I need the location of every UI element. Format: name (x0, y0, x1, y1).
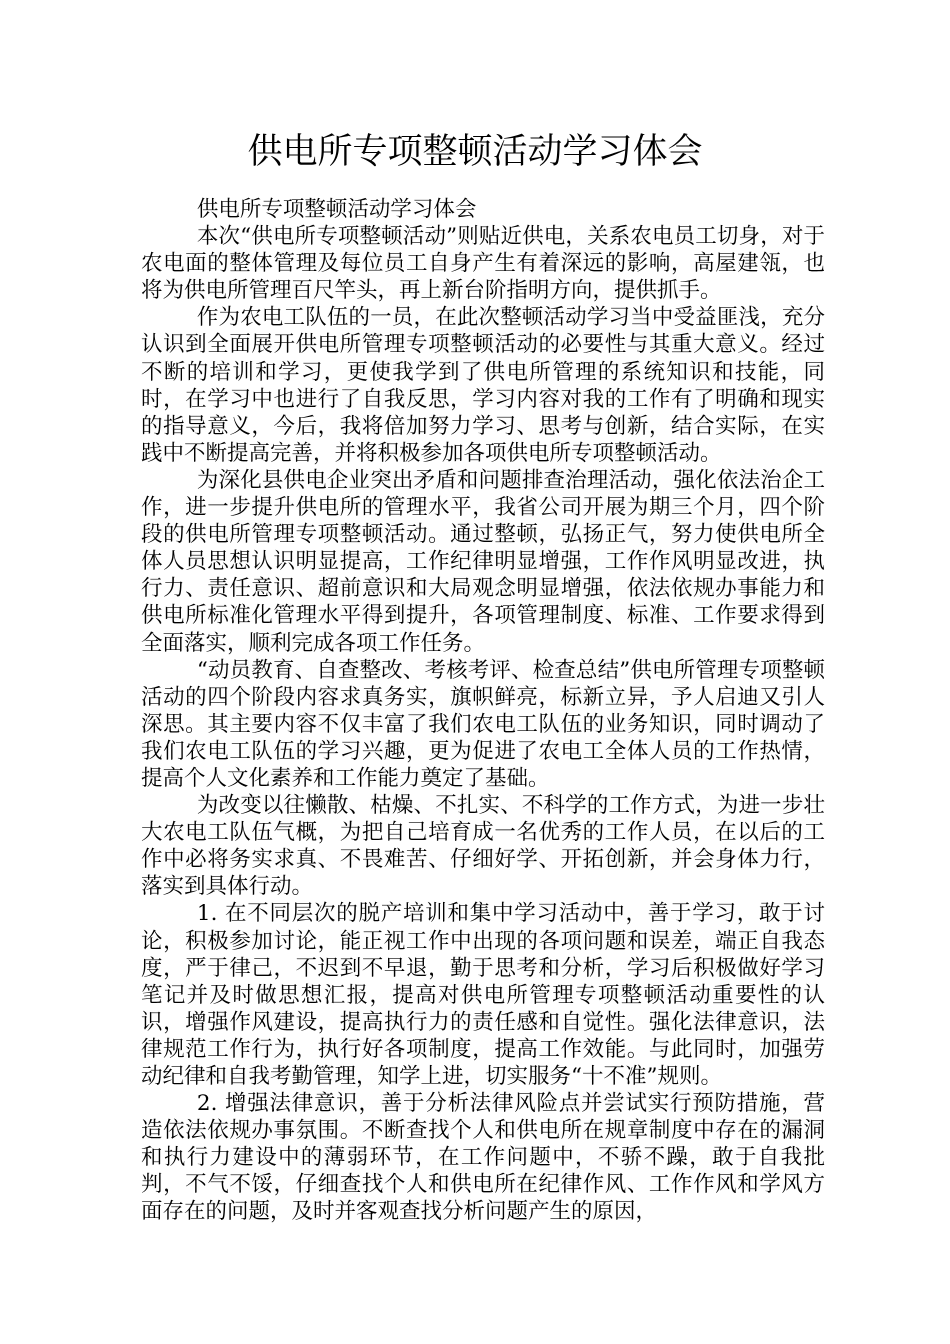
document-body (141, 196, 825, 1226)
document-title: 供电所专项整顿活动学习体会 (247, 132, 703, 172)
paragraph-four-stages: “动员教育、自查整改、考核考评、检查总结”供电所管理专项整顿活动的四个阶段内容求真务实，旗帜鲜亮，标新立异，予人启迪又引人深思。其主要内容不仅丰富了我们农电工队伍的业务知识，同时调动了我们农电工队伍的学习兴趣，更为促进了农电工全体人员的工作热情，提高个人文化素养和工作能力奠定了基础。 (141, 657, 825, 791)
paragraph-item-1: 1. 在不同层次的脱产培训和集中学习活动中，善于学习，敢于讨论，积极参加讨论，能正视工作中出现的各项问题和误差，端正自我态度，严于律己，不迟到不早退，勤于思考和分析，学习后积极做好学习笔记并及时做思想汇报，提高对供电所管理专项整顿活动重要性的认识，增强作风建设，提高执行力的责任感和自觉性。强化法律意识，法律规范工作行为，执行好各项制度，提高工作效能。与此同时，加强劳动纪律和自我考勤管理，知学上进，切实服务“十不准”规则。 (141, 901, 825, 1089)
paragraph-learning: 作为农电工队伍的一员，在此次整顿活动学习当中受益匪浅，充分认识到全面展开供电所管理专项整顿活动的必要性与其重大意义。经过不断的培训和学习，更使我学到了供电所管理的系统知识和技能，同时，在学习中也进行了自我反思，学习内容对我的工作有了明确和现实的指导意义，今后，我将倍加努力学习、思考与创新，结合实际，在实践中不断提高完善，并将积极参加各项供电所专项整顿活动。 (141, 305, 825, 466)
paragraph-change: 为改变以往懒散、枯燥、不扎实、不科学的工作方式，为进一步壮大农电工队伍气概，为把自己培育成一名优秀的工作人员，在以后的工作中必将务实求真、不畏难苦、仔细好学、开拓创新，并会身体力行，落实到具体行动。 (141, 793, 825, 900)
paragraph-item-2: 2. 增强法律意识，善于分析法律风险点并尝试实行预防措施，营造依法依规办事氛围。不断查找个人和供电所在规章制度中存在的漏洞和执行力建设中的薄弱环节，在工作问题中，不骄不躁，敢于自我批判，不气不馁，仔细查找个人和供电所在纪律作风、工作作风和学风方面存在的问题，及时并客观查找分析问题产生的原因， (141, 1091, 825, 1225)
paragraph-purpose: 为深化县供电企业突出矛盾和问题排查治理活动，强化依法治企工作，进一步提升供电所的管理水平，我省公司开展为期三个月，四个阶段的供电所管理专项整顿活动。通过整顿，弘扬正气，努力使供电所全体人员思想认识明显提高，工作纪律明显增强，工作作风明显改进，执行力、责任意识、超前意识和大局观念明显增强，依法依规办事能力和供电所标准化管理水平得到提升，各项管理制度、标准、工作要求得到全面落实，顺利完成各项工作任务。 (141, 467, 825, 656)
paragraph-intro: 本次“供电所专项整顿活动”则贴近供电，关系农电员工切身，对于农电面的整体管理及每位员工自身产生有着深远的影响，高屋建瓴，也将为供电所管理百尺竿头，再上新台阶指明方向，提供抓手。 (141, 224, 825, 304)
subtitle-paragraph: 供电所专项整顿活动学习体会 (196, 197, 477, 222)
